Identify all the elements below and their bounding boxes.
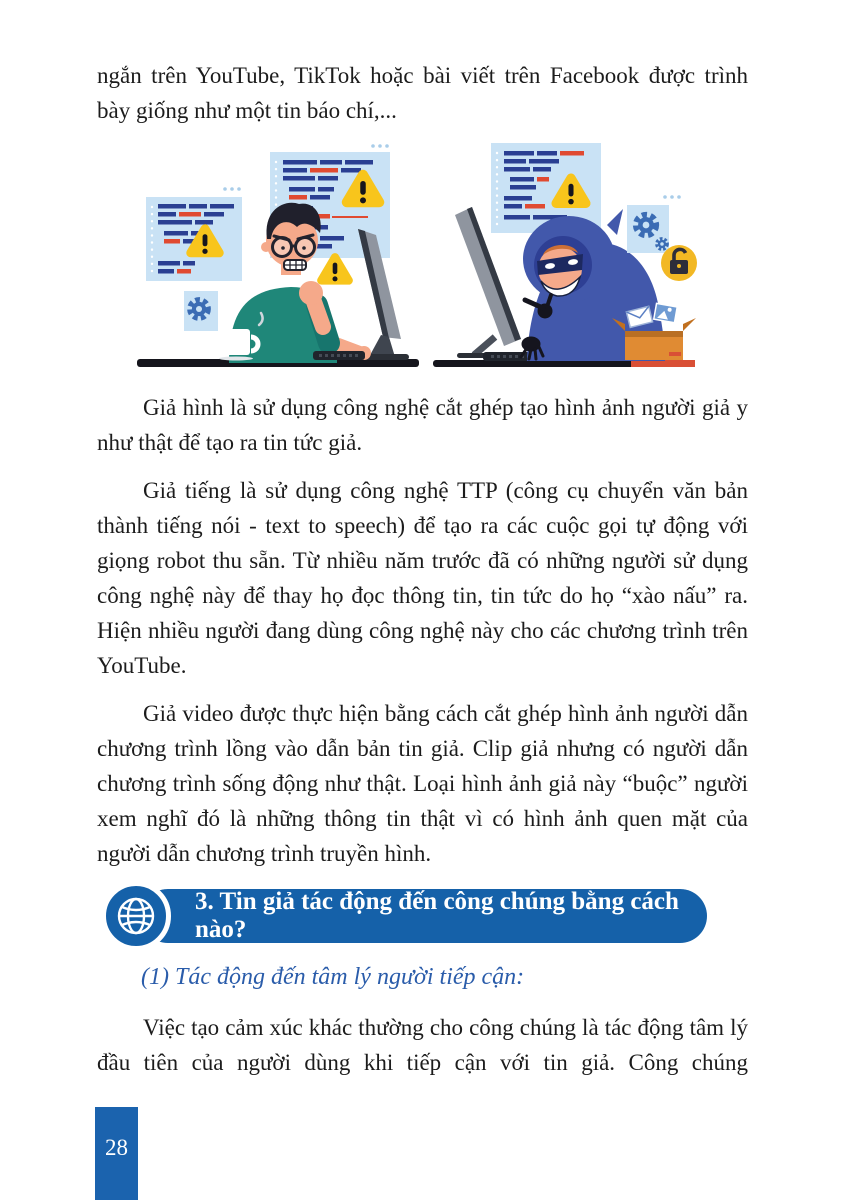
section-subheading: (1) Tác động đến tâm lý người tiếp cận: xyxy=(141,964,525,990)
section-heading-banner xyxy=(97,884,748,948)
page-content xyxy=(97,58,748,1080)
hacker-scene xyxy=(433,143,697,367)
gritted-teeth xyxy=(284,260,306,270)
page-number-tab xyxy=(95,1107,138,1200)
photo-card xyxy=(653,303,676,322)
globe-icon xyxy=(101,881,171,951)
section-heading-pill xyxy=(141,889,707,943)
gear-panel xyxy=(184,291,218,331)
paragraph-5: Việc tạo cảm xúc khác thường cho công chúng là tác động tâm lý đầu tiên của người dùng khi tiếp cận với tin giả. Công chúng xyxy=(97,1015,748,1075)
paragraph-3: Giả tiếng là sử dụng công nghệ TTP (công cụ chuyển văn bản thành tiếng nói - text to speech) để tạo ra các cuộc gọi tự động với giọng robot thu sẵn. Từ nhiều năm trước đã có những người sử dụng công nghệ này để thay họ đọc thông tin, tin tức do họ “xào nấu” ra. Hiện nhiều người đang dùng công nghệ này cho các chương trình trên YouTube. xyxy=(97,478,748,678)
illustration-svg xyxy=(133,141,713,373)
desk xyxy=(433,360,635,367)
warning-triangle-icon xyxy=(321,257,348,281)
open-padlock-icon xyxy=(661,245,697,281)
page-number: 28 xyxy=(105,1135,128,1160)
paragraph-1: ngắn trên YouTube, TikTok hoặc bài viết trên Facebook được trình bày giống như một tin báo chí,... xyxy=(97,63,748,123)
document-panel xyxy=(146,197,242,281)
section-heading: 3. Tin giả tác động đến công chúng bằng cách nào? xyxy=(195,888,679,943)
paragraph-4: Giả video được thực hiện bằng cách cắt ghép hình ảnh người dẫn chương trình lồng vào dẫn bản tin giả. Clip giả nhưng có người dẫn chương trình sống động như thật. Loại hình ảnh giả này “buộc” người xem nghĩ đó là những thông tin thật vì có hình ảnh quen mặt của người dẫn chương trình truyền hình. xyxy=(97,701,748,866)
gear-panel xyxy=(627,205,669,253)
illustration xyxy=(133,141,713,378)
red-strip xyxy=(631,360,695,367)
fist xyxy=(299,281,323,305)
angry-reader-scene xyxy=(137,144,419,367)
paragraph-2: Giả hình là sử dụng công nghệ cắt ghép tạo hình ảnh người giả y như thật để tạo ra tin tức giả. xyxy=(97,395,748,455)
